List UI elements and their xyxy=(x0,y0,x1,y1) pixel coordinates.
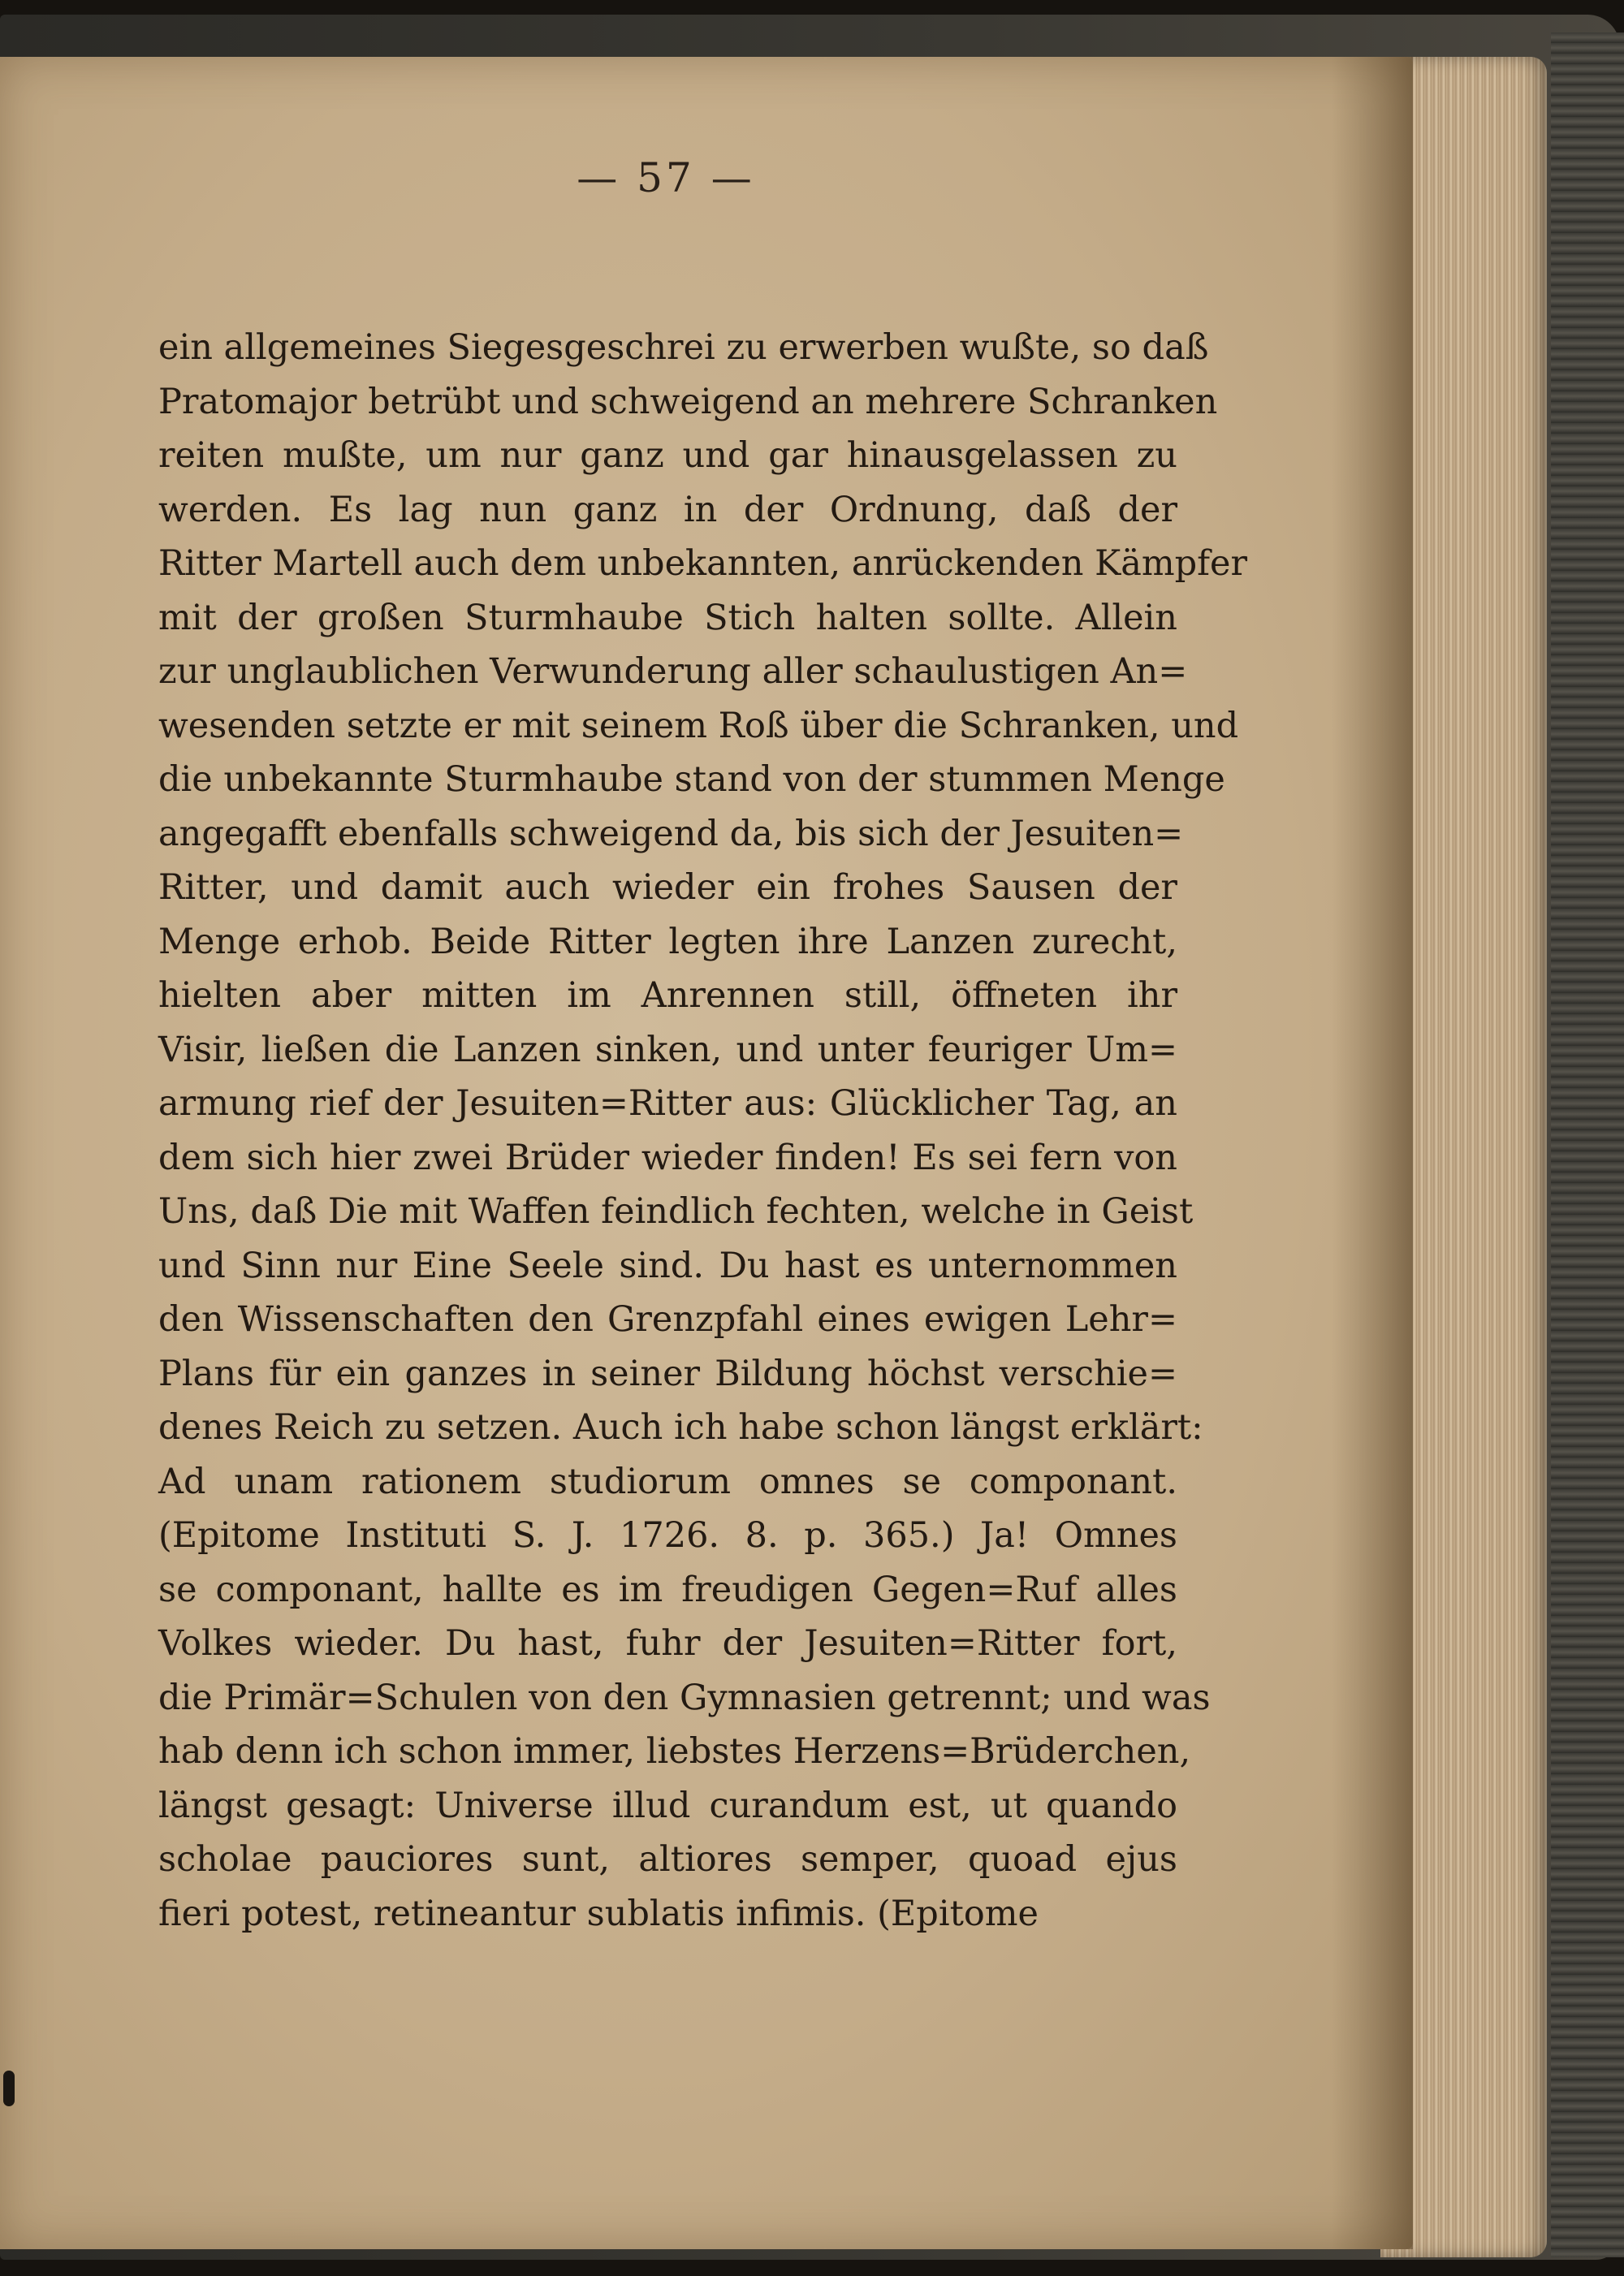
text-line: dem sich hier zwei Brüder wieder finden! Es sei fern von xyxy=(158,1137,1177,1178)
text-line: wesenden setzte er mit seinem Roß über die Schranken, und xyxy=(158,705,1239,746)
page-text-block xyxy=(158,321,1248,1941)
text-line: hab denn ich schon immer, liebstes Herzens=Brüderchen, xyxy=(158,1731,1191,1772)
text-line: Ad unam rationem studiorum omnes se componant. xyxy=(158,1461,1177,1502)
text-line: ein allgemeines Siegesgeschrei zu erwerben wußte, so daß xyxy=(158,327,1209,368)
text-line: Plans für ein ganzes in seiner Bildung höchst verschie= xyxy=(158,1353,1177,1394)
text-line: Ritter Martell auch dem unbekannten, anrückenden Kämpfer xyxy=(158,543,1248,584)
text-line: hielten aber mitten im Anrennen still, öffneten ihr xyxy=(158,975,1177,1016)
text-line: die Primär=Schulen von den Gymnasien getrennt; und was xyxy=(158,1677,1211,1718)
page-curve-shadow xyxy=(1332,57,1413,2249)
text-line: die unbekannte Sturmhaube stand von der stummen Menge xyxy=(158,759,1225,800)
text-line: Ritter, und damit auch wieder ein frohes Sausen der xyxy=(158,867,1177,908)
page-number: — 57 — xyxy=(577,154,755,201)
text-line: Uns, daß Die mit Waffen feindlich fechten, welche in Geist xyxy=(158,1191,1194,1232)
text-line: reiten mußte, um nur ganz und gar hinausgelassen zu xyxy=(158,435,1177,476)
text-line: werden. Es lag nun ganz in der Ordnung, daß der xyxy=(158,489,1177,530)
text-line: armung rief der Jesuiten=Ritter aus: Glücklicher Tag, an xyxy=(158,1083,1177,1124)
text-line: Volkes wieder. Du hast, fuhr der Jesuiten=Ritter fort, xyxy=(158,1623,1177,1664)
text-line: den Wissenschaften den Grenzpfahl eines ewigen Lehr= xyxy=(158,1299,1177,1340)
text-line: se componant, hallte es im freudigen Gegen=Ruf alles xyxy=(158,1569,1177,1610)
text-line: (Epitome Instituti S. J. 1726. 8. p. 365.) Ja! Omnes xyxy=(158,1515,1177,1556)
text-line: Visir, ließen die Lanzen sinken, und unter feuriger Um= xyxy=(158,1029,1177,1070)
text-line: scholae pauciores sunt, altiores semper, quoad ejus xyxy=(158,1839,1177,1880)
text-line: angegafft ebenfalls schweigend da, bis sich der Jesuiten= xyxy=(158,813,1184,854)
text-line: Pratomajor betrübt und schweigend an mehrere Schranken xyxy=(158,381,1218,422)
text-line: mit der großen Sturmhaube Stich halten sollte. Allein xyxy=(158,597,1177,638)
text-line: Menge erhob. Beide Ritter legten ihre Lanzen zurecht, xyxy=(158,921,1177,962)
book-spine-edge xyxy=(1551,32,1624,2257)
text-line: denes Reich zu setzen. Auch ich habe schon längst erklärt: xyxy=(158,1407,1203,1448)
text-line: fieri potest, retineantur sublatis infimis. (Epitome xyxy=(158,1893,1039,1934)
ink-spot xyxy=(3,2071,15,2106)
text-line: zur unglaublichen Verwunderung aller schaulustigen An= xyxy=(158,651,1188,692)
text-line: und Sinn nur Eine Seele sind. Du hast es unternommen xyxy=(158,1245,1177,1286)
text-line: längst gesagt: Universe illud curandum est, ut quando xyxy=(158,1785,1177,1826)
